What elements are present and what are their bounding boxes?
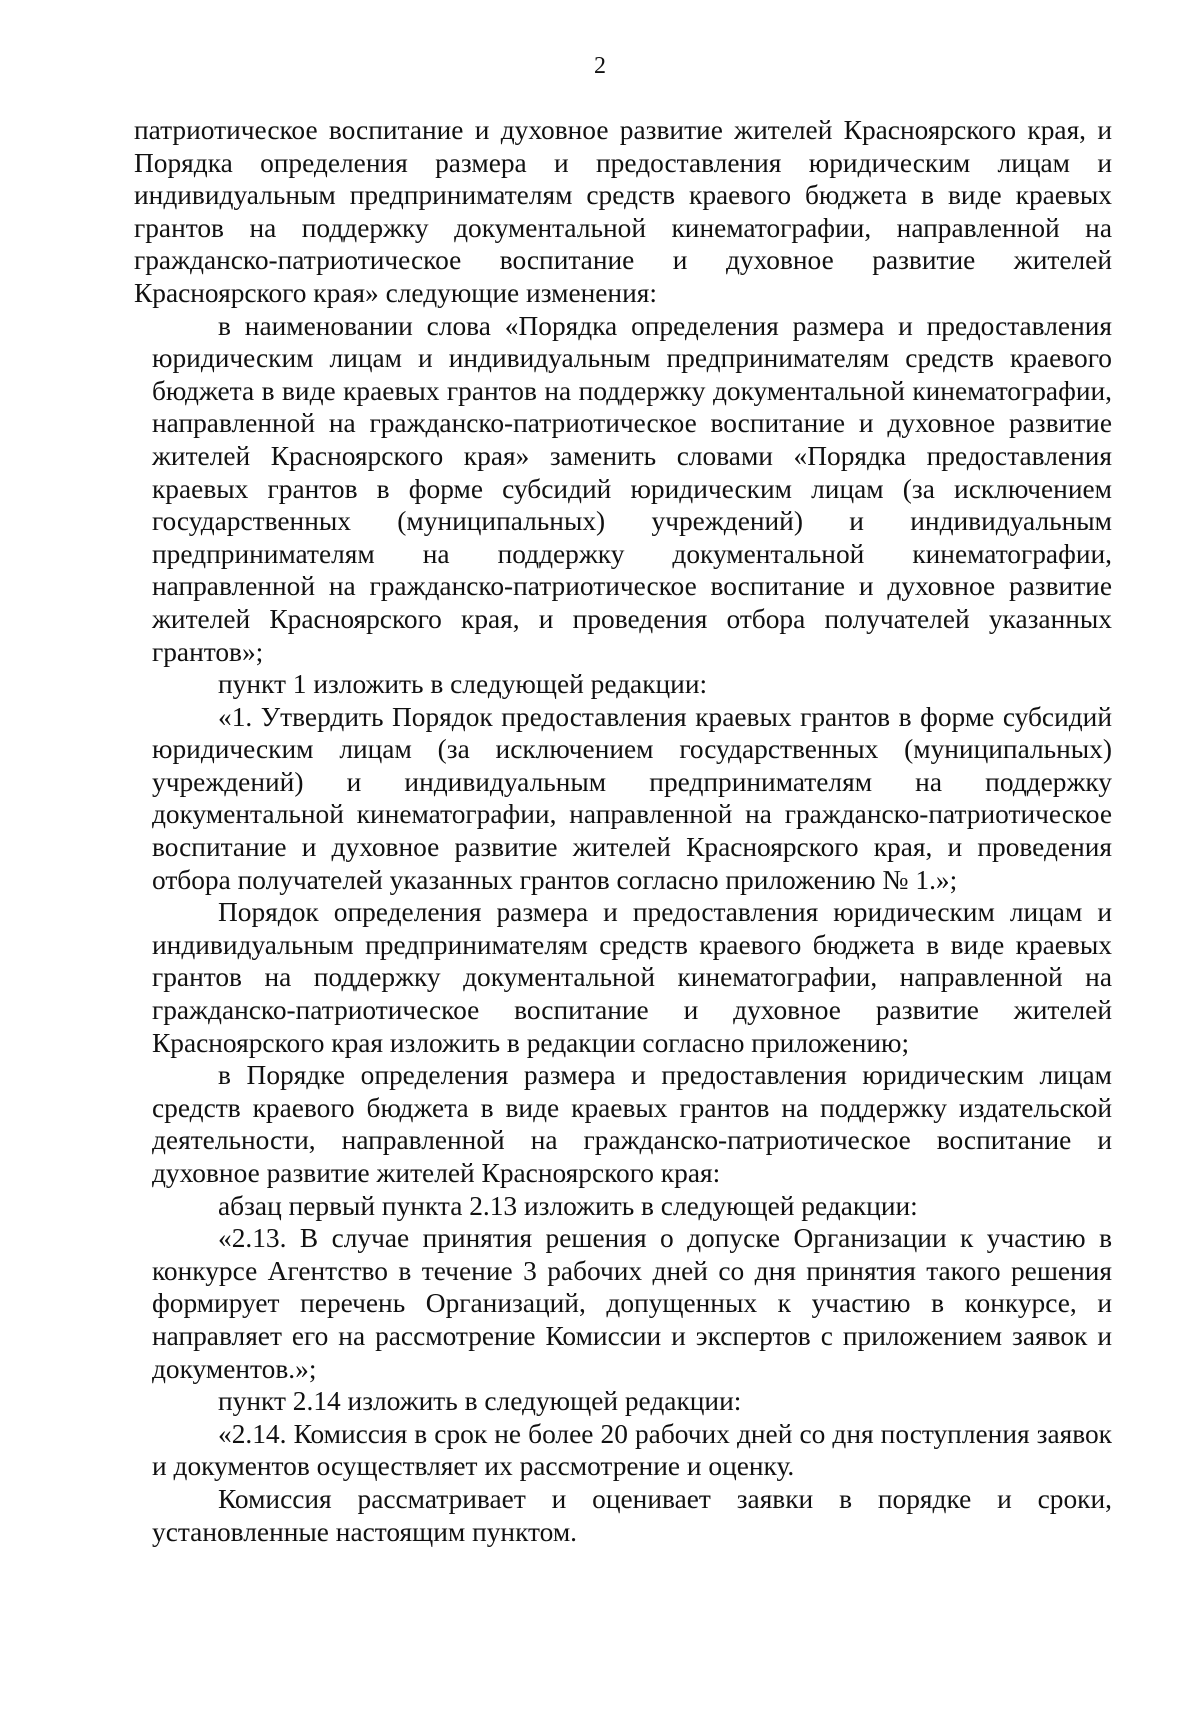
paragraph-10: «2.14. Комиссия в срок не более 20 рабочих дней со дня поступления заявок и документов осуществляет их рассмотрение и оценку.	[152, 1418, 1112, 1482]
document-body	[134, 114, 1112, 1548]
paragraph-9: пункт 2.14 изложить в следующей редакции:	[218, 1386, 742, 1417]
paragraph-7: абзац первый пункта 2.13 изложить в следующей редакции:	[218, 1190, 918, 1221]
page-number: 2	[594, 53, 606, 79]
paragraph-1: патриотическое воспитание и духовное развитие жителей Красноярского края, и Порядка определения размера и предоставления юридическим лицам и индивидуальным предпринимателям средств краевого бюджета в виде краевых грантов на поддержку документальной кинематографии, направленной на гражданско-патриотическое воспитание и духовное развитие жителей Красноярского края» следующие изменения:	[134, 115, 1112, 308]
paragraph-6: в Порядке определения размера и предоставления юридическим лицам средств краевого бюджета в виде краевых грантов на поддержку издательской деятельности, направленной на гражданско-патриотическое воспитание и духовное развитие жителей Красноярского края:	[152, 1060, 1112, 1188]
paragraph-8: «2.13. В случае принятия решения о допуске Организации к участию в конкурсе Агентство в течение 3 рабочих дней со дня принятия такого решения формирует перечень Организаций, допущенных к участию в конкурсе, и направляет его на рассмотрение Комиссии и экспертов с приложением заявок и документов.»;	[152, 1223, 1112, 1384]
paragraph-5: Порядок определения размера и предоставления юридическим лицам и индивидуальным предпринимателям средств краевого бюджета в виде краевых грантов на поддержку документальной кинематографии, направленной на гражданско-патриотическое воспитание и духовное развитие жителей Красноярского края изложить в редакции согласно приложению;	[152, 897, 1112, 1058]
paragraph-3: пункт 1 изложить в следующей редакции:	[218, 669, 708, 700]
paragraph-4: «1. Утвердить Порядок предоставления краевых грантов в форме субсидий юридическим лицам (за исключением государственных (муниципальных) учреждений) и индивидуальным предпринимателям на поддержку документальной кинематографии, направленной на гражданско-патриотическое воспитание и духовное развитие жителей Красноярского края, и проведения отбора получателей указанных грантов согласно приложению № 1.»;	[152, 701, 1112, 895]
paragraph-11: Комиссия рассматривает и оценивает заявки в порядке и сроки, установленные настоящим пунктом.	[152, 1483, 1112, 1547]
paragraph-2: в наименовании слова «Порядка определения размера и предоставления юридическим лицам и индивидуальным предпринимателям средств краевого бюджета в виде краевых грантов на поддержку документальной кинематографии, направленной на гражданско-патриотическое воспитание и духовное развитие жителей Красноярского края» заменить словами «Порядка предоставления краевых грантов в форме субсидий юридическим лицам (за исключением государственных (муниципальных) учреждений) и индивидуальным предпринимателям на поддержку документальной кинематографии, направленной на гражданско-патриотическое воспитание и духовное развитие жителей Красноярского края, и проведения отбора получателей указанных грантов»;	[152, 310, 1112, 667]
